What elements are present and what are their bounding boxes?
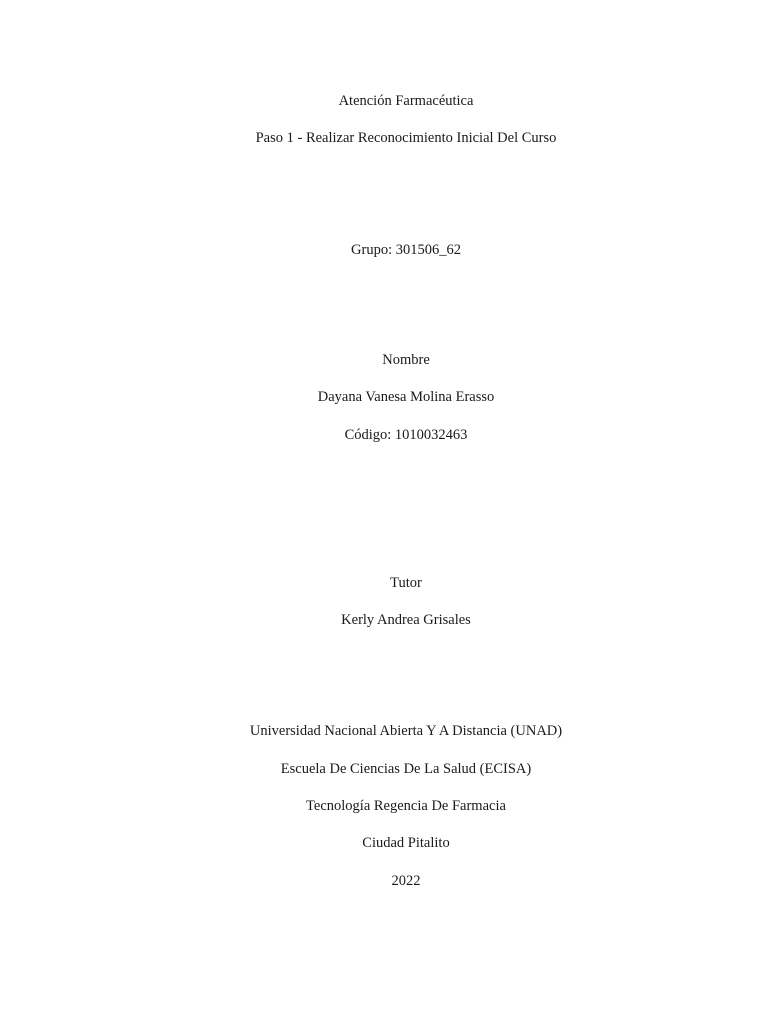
assignment-title: Paso 1 - Realizar Reconocimiento Inicial Del Curso [255,130,557,146]
tutor-heading: Tutor [390,575,422,591]
university-name: Universidad Nacional Abierta Y A Distancia (UNAD) [249,723,563,739]
year: 2022 [391,873,421,889]
city-name: Ciudad Pitalito [362,835,450,851]
name-heading: Nombre [382,352,430,368]
student-code: Código: 1010032463 [344,427,468,443]
course-title: Atención Farmacéutica [338,93,474,109]
school-name: Escuela De Ciencias De La Salud (ECISA) [280,761,532,777]
student-name: Dayana Vanesa Molina Erasso [317,389,495,405]
program-name: Tecnología Regencia De Farmacia [306,798,506,814]
tutor-name: Kerly Andrea Grisales [341,612,471,628]
group-number: Grupo: 301506_62 [351,242,461,258]
